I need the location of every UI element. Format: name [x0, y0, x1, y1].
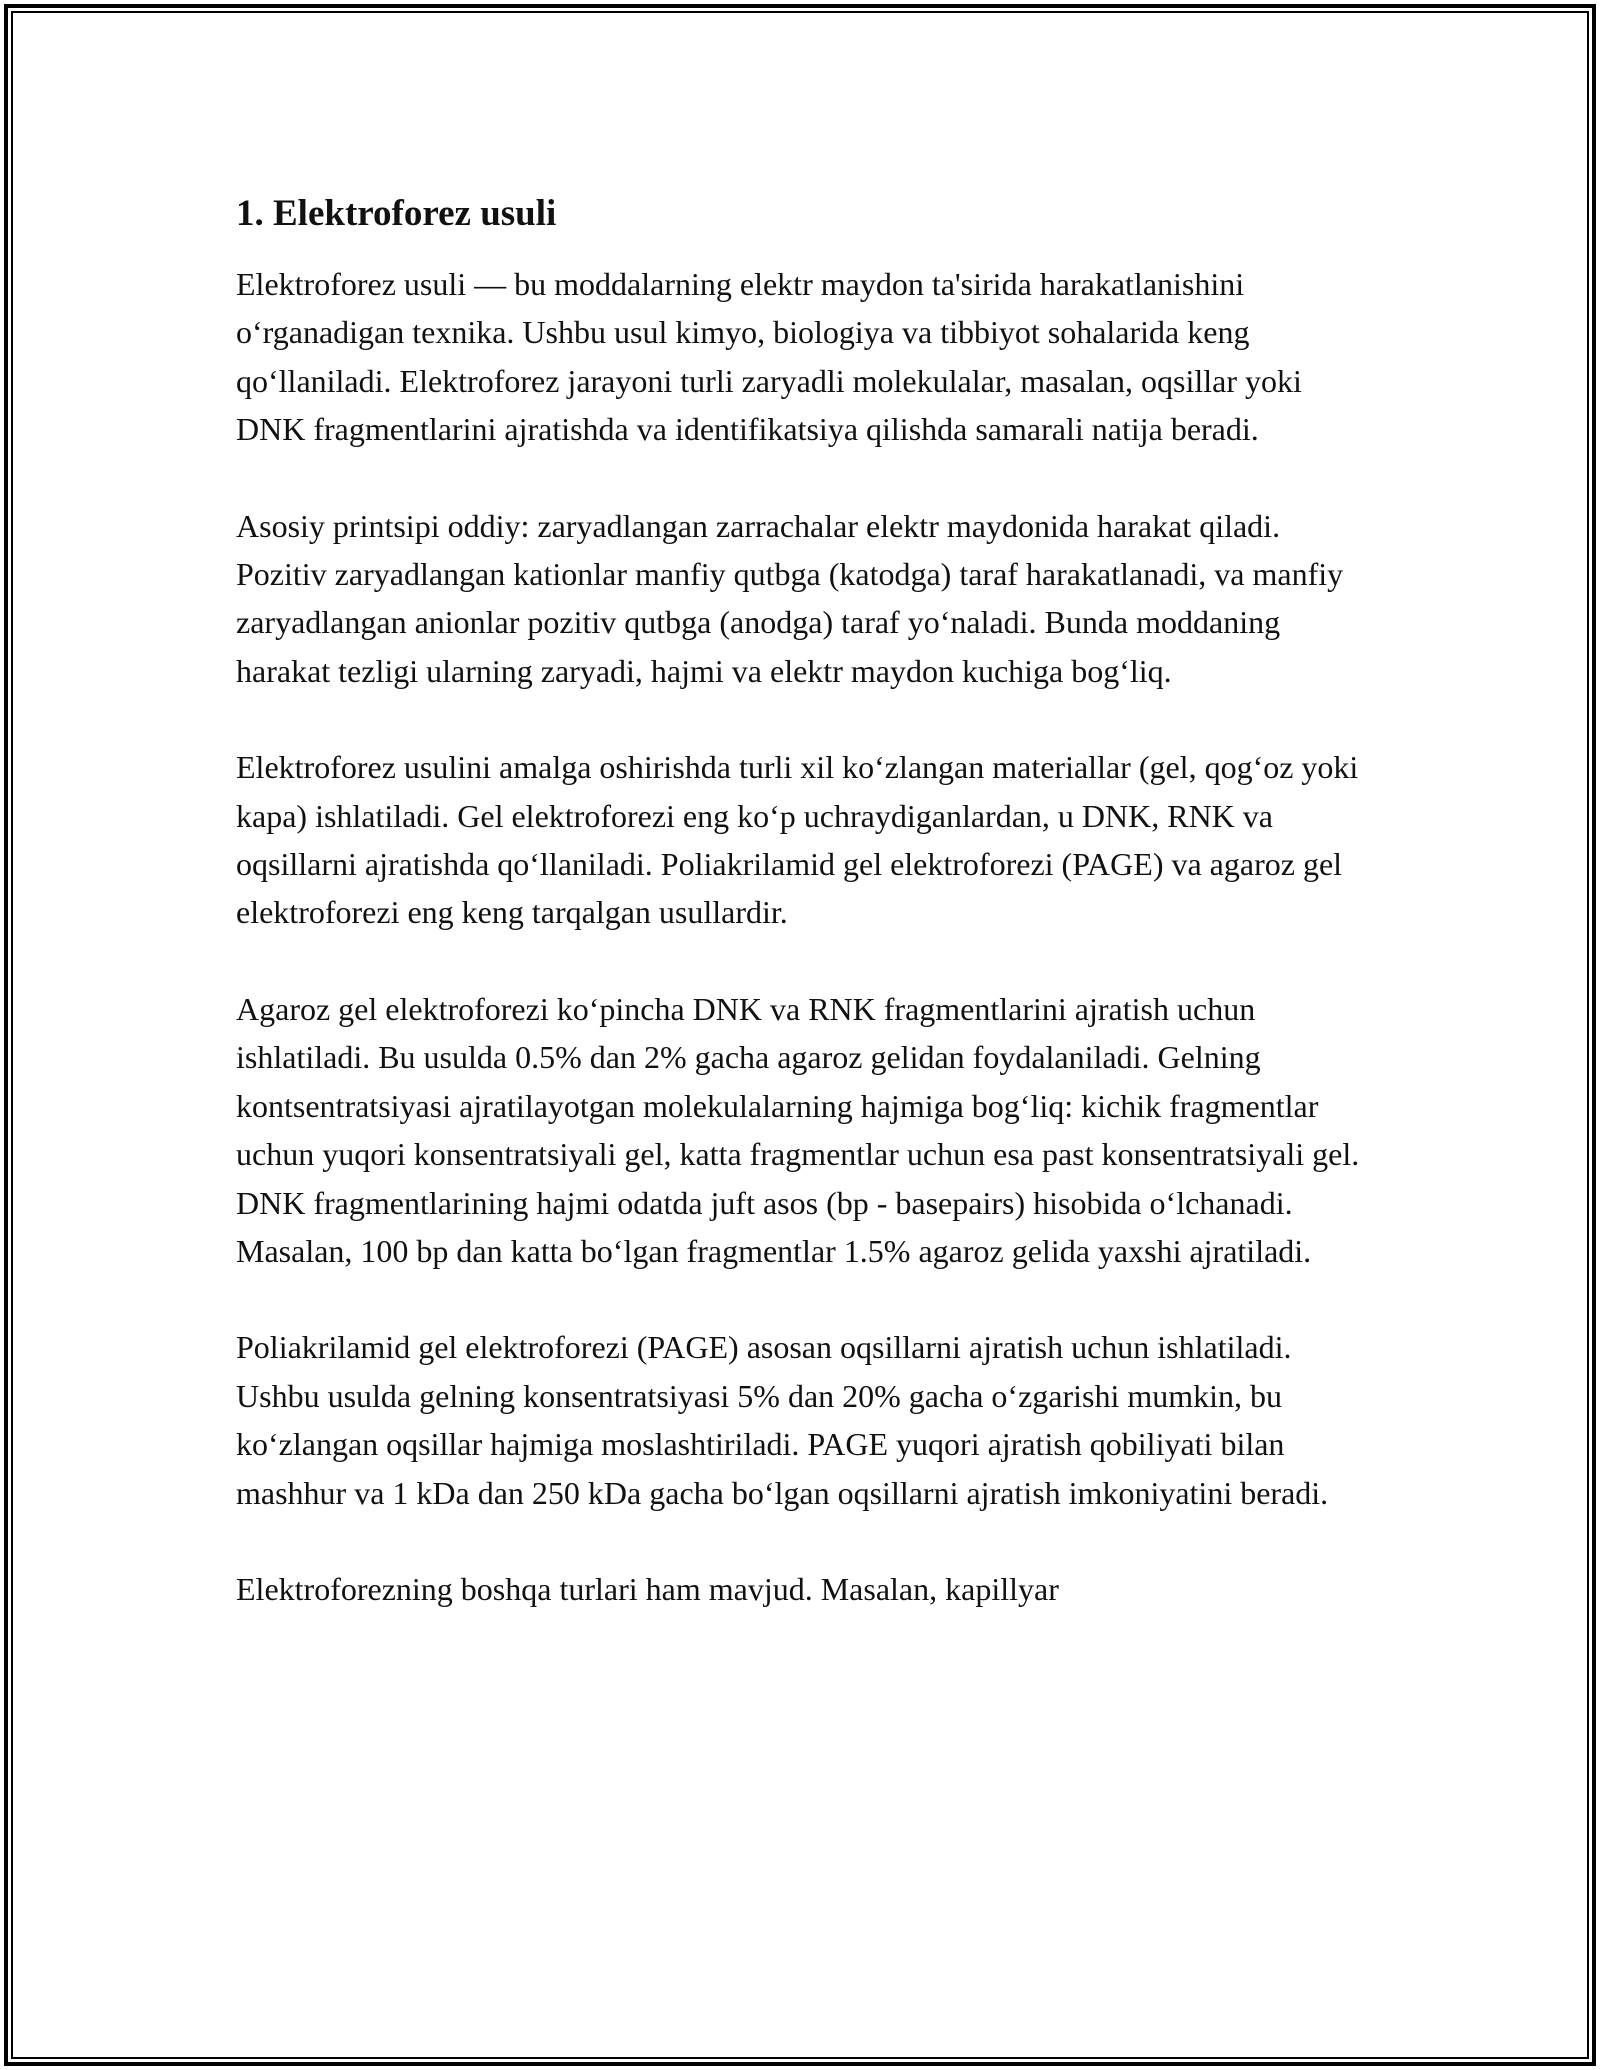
paragraph-1: Elektroforez usuli — bu moddalarning elektr maydon ta'sirida harakatlanishini oʻrganadigan texnika. Ushbu usul kimyo, biologiya va tibbiyot sohalarida keng qoʻllaniladi. Elektroforez jarayoni turli zaryadli molekulalar, masalan, oqsillar yoki DNK fragmentlarini ajratishda va identifikatsiya qilishda samarali natija beradi.: [236, 266, 1302, 448]
document-body: [236, 188, 1366, 1613]
section-heading: 1. Elektroforez usuli: [236, 193, 557, 234]
paragraph-5: Poliakrilamid gel elektroforezi (PAGE) asosan oqsillarni ajratish uchun ishlatiladi. Ushbu usulda gelning konsentratsiyasi 5% dan 20% gacha oʻzgarishi mumkin, bu koʻzlangan oqsillar hajmiga moslashtiriladi. PAGE yuqori ajratish qobiliyati bilan mashhur va 1 kDa dan 250 kDa gacha boʻlgan oqsillarni ajratish imkoniyatini beradi.: [236, 1329, 1329, 1511]
paragraph-4: Agaroz gel elektroforezi koʻpincha DNK va RNK fragmentlarini ajratish uchun ishlatiladi. Bu usulda 0.5% dan 2% gacha agaroz gelidan foydalaniladi. Gelning kontsentratsiyasi ajratilayotgan molekulalarning hajmiga bogʻliq: kichik fragmentlar uchun yuqori konsentratsiyali gel, katta fragmentlar uchun esa past konsentratsiyali gel. DNK fragmentlarining hajmi odatda juft asos (bp - basepairs) hisobida oʻlchanadi. Masalan, 100 bp dan katta boʻlgan fragmentlar 1.5% agaroz gelida yaxshi ajratiladi.: [236, 990, 1360, 1269]
paragraph-6: Elektroforezning boshqa turlari ham mavjud. Masalan, kapillyar: [236, 1570, 1059, 1607]
paragraph-3: Elektroforez usulini amalga oshirishda turli xil koʻzlangan materiallar (gel, qogʻoz yoki kapa) ishlatiladi. Gel elektroforezi eng koʻp uchraydiganlardan, u DNK, RNK va oqsillarni ajratishda qoʻllaniladi. Poliakrilamid gel elektroforezi (PAGE) va agaroz gel elektroforezi eng keng tarqalgan usullardir.: [236, 749, 1359, 931]
paragraph-2: Asosiy printsipi oddiy: zaryadlangan zarrachalar elektr maydonida harakat qiladi. Pozitiv zaryadlangan kationlar manfiy qutbga (katodga) taraf harakatlanadi, va manfiy zaryadlangan anionlar pozitiv qutbga (anodga) taraf yoʻnaladi. Bunda moddaning harakat tezligi ularning zaryadi, hajmi va elektr maydon kuchiga bogʻliq.: [236, 507, 1344, 689]
